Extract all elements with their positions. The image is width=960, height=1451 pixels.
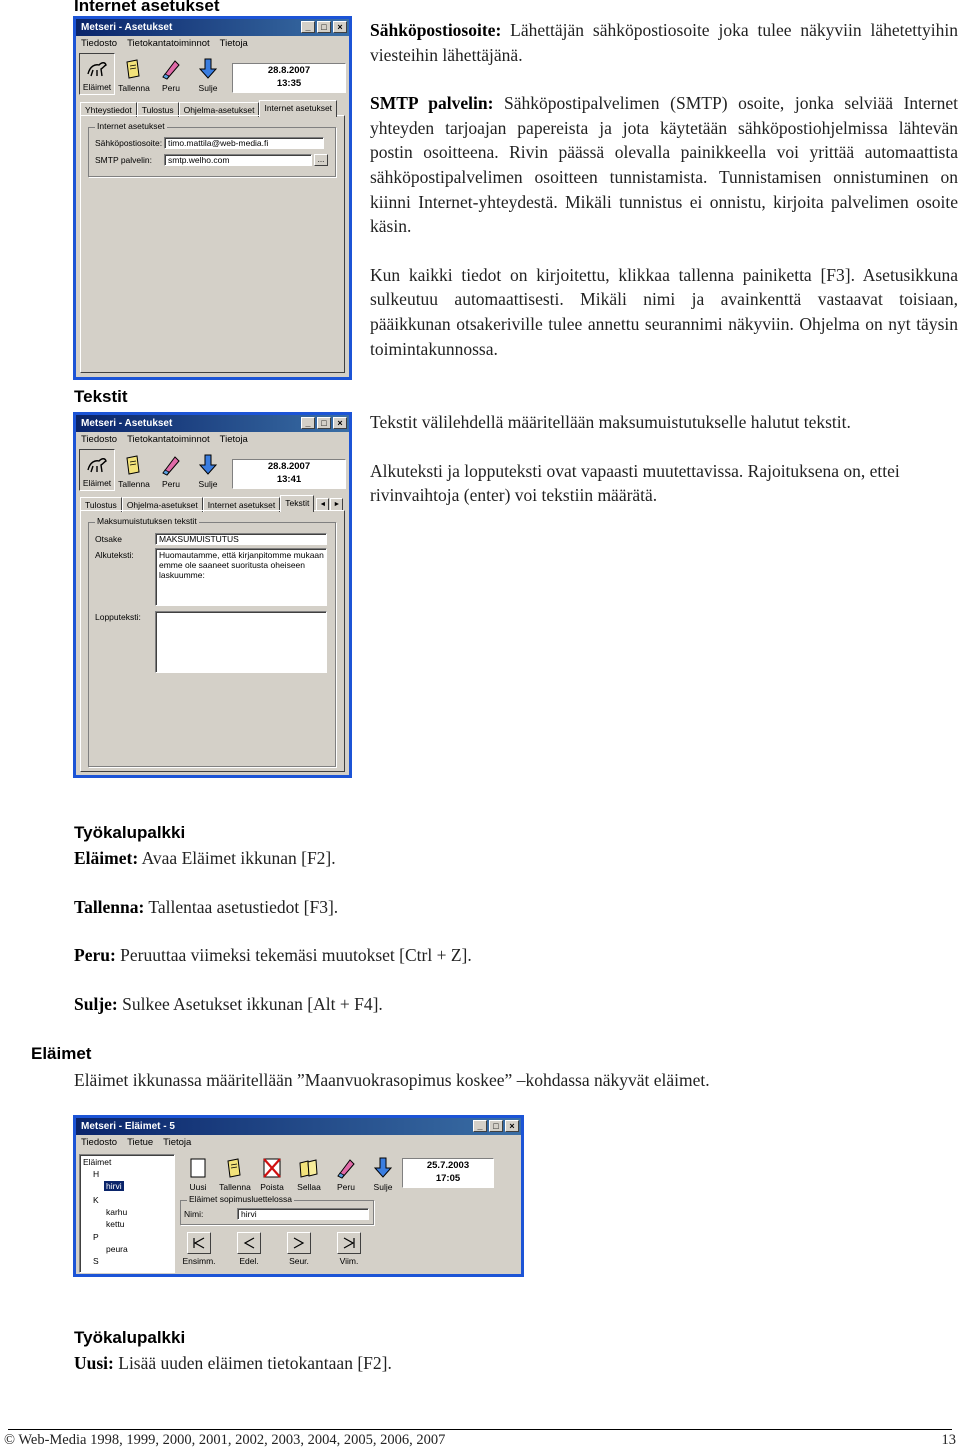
window-title: Metseri - Eläimet - 5 bbox=[81, 1121, 175, 1132]
maximize-button[interactable]: □ bbox=[317, 417, 331, 429]
close-button[interactable]: × bbox=[333, 417, 347, 429]
tool-label: Sulje bbox=[198, 83, 218, 93]
browse-folders-icon bbox=[297, 1156, 321, 1180]
tool-label: Tallenna bbox=[118, 479, 150, 489]
help-peru bbox=[74, 943, 774, 968]
heading-tekstit: Tekstit bbox=[74, 387, 128, 406]
save-folder-icon bbox=[122, 57, 146, 81]
otsake-input[interactable]: MAKSUMUISTUTUS bbox=[155, 533, 327, 545]
heading-elaimet: Eläimet bbox=[31, 1044, 92, 1063]
previous-record-icon bbox=[237, 1232, 261, 1254]
desc: Sulkee Asetukset ikkunan [Alt + F4]. bbox=[117, 993, 383, 1014]
window-title: Metseri - Asetukset bbox=[81, 418, 173, 429]
date-time-display bbox=[402, 1158, 494, 1188]
peru-button[interactable] bbox=[153, 449, 189, 491]
nimi-label: Nimi: bbox=[184, 1209, 204, 1219]
paragraph-save bbox=[370, 263, 958, 361]
tab-internet-asetukset[interactable]: Internet asetukset bbox=[203, 497, 281, 512]
minimize-button[interactable]: _ bbox=[301, 21, 315, 33]
toolbar bbox=[79, 53, 226, 97]
nav-label: Ensimm. bbox=[182, 1256, 216, 1266]
internet-text-block bbox=[370, 18, 958, 361]
tool-label: Tallenna bbox=[118, 83, 150, 93]
menubar bbox=[76, 433, 349, 447]
ensimmainen-button[interactable] bbox=[182, 1232, 216, 1266]
minimize-button[interactable]: _ bbox=[473, 1120, 487, 1132]
window-titlebar bbox=[76, 1118, 521, 1135]
poista-button[interactable] bbox=[254, 1152, 290, 1194]
window-elaimet bbox=[73, 1115, 524, 1277]
tree-node-h[interactable]: H bbox=[93, 1169, 100, 1179]
menu-tietoja[interactable]: Tietoja bbox=[219, 38, 248, 49]
time-text: 13:41 bbox=[276, 474, 302, 485]
peru-button[interactable] bbox=[328, 1152, 364, 1194]
group-title: Maksumuistutuksen tekstit bbox=[97, 516, 197, 526]
toolbar bbox=[180, 1152, 401, 1196]
group-elaimet-sopimus bbox=[180, 1194, 374, 1225]
close-button[interactable]: × bbox=[505, 1120, 519, 1132]
paragraph-smtp bbox=[370, 91, 958, 239]
help-sulje bbox=[74, 992, 774, 1017]
term: Peru: bbox=[74, 945, 116, 966]
menu-tietoja[interactable]: Tietoja bbox=[163, 1137, 192, 1148]
tree-item-peura[interactable]: peura bbox=[106, 1244, 128, 1254]
sulje-button[interactable] bbox=[190, 53, 226, 95]
date-text: 25.7.2003 bbox=[426, 1160, 470, 1171]
menu-tiedosto[interactable]: Tiedosto bbox=[81, 38, 118, 49]
email-input[interactable]: timo.mattila@web-media.fi bbox=[164, 137, 324, 149]
peru-button[interactable] bbox=[153, 53, 189, 95]
tallenna-button[interactable] bbox=[116, 449, 152, 491]
date-time-display bbox=[232, 63, 346, 93]
tab-scroll-right-icon[interactable]: ► bbox=[330, 498, 343, 511]
term-email: Sähköpostiosoite: bbox=[370, 20, 502, 40]
tab-yhteystiedot[interactable]: Yhteystiedot bbox=[80, 102, 137, 117]
exit-arrow-icon bbox=[196, 453, 220, 477]
tab-tulostus[interactable]: Tulostus bbox=[137, 102, 179, 117]
window-asetukset-internet bbox=[73, 16, 352, 380]
toolbar bbox=[79, 449, 226, 493]
menu-tiedosto[interactable]: Tiedosto bbox=[81, 434, 118, 445]
tab-panel bbox=[80, 510, 345, 772]
desc: Lisää uuden eläimen tietokantaan [F2]. bbox=[113, 1353, 392, 1373]
minimize-button[interactable]: _ bbox=[301, 417, 315, 429]
tab-ohjelma-asetukset[interactable]: Ohjelma-asetukset bbox=[122, 497, 203, 512]
animals-icon bbox=[85, 56, 109, 80]
smtp-input[interactable]: smtp.welho.com bbox=[164, 154, 312, 166]
help-tallenna bbox=[74, 895, 774, 920]
menu-tietue[interactable]: Tietue bbox=[127, 1137, 154, 1148]
time-text: 17:05 bbox=[435, 1173, 461, 1184]
sellaa-button[interactable] bbox=[291, 1152, 327, 1194]
footer-copyright: © Web-Media 1998, 1999, 2000, 2001, 2002, 2003, 2004, 2005, 2006, 2007 bbox=[4, 1432, 446, 1448]
footer-divider bbox=[8, 1429, 952, 1430]
elaimet-button[interactable] bbox=[79, 53, 115, 95]
heading-internet-asetukset: Internet asetukset bbox=[74, 0, 220, 15]
tab-panel bbox=[80, 115, 345, 373]
tree-item-hirvi[interactable]: hirvi bbox=[106, 1181, 122, 1191]
paragraph-tekstit-1: Tekstit välilehdellä määritellään maksumuistutukselle halutut tekstit. bbox=[370, 412, 851, 432]
viimeinen-button[interactable] bbox=[332, 1232, 366, 1266]
tab-tulostus[interactable]: Tulostus bbox=[80, 497, 122, 512]
desc: Avaa Eläimet ikkunan [F2]. bbox=[138, 848, 336, 868]
eraser-icon bbox=[159, 453, 183, 477]
window-title: Metseri - Asetukset bbox=[81, 22, 173, 33]
save-folder-icon bbox=[122, 453, 146, 477]
help-uusi bbox=[74, 1351, 774, 1376]
help-elaimet bbox=[74, 846, 774, 871]
exit-arrow-icon bbox=[371, 1156, 395, 1180]
tool-label: Sulje bbox=[373, 1182, 393, 1192]
term: Eläimet: bbox=[74, 848, 139, 868]
tree-item-karhu[interactable]: karhu bbox=[106, 1207, 128, 1217]
save-folder-icon bbox=[223, 1156, 247, 1180]
animals-tree bbox=[79, 1154, 175, 1273]
tallenna-button[interactable] bbox=[116, 53, 152, 95]
sulje-button[interactable] bbox=[365, 1152, 401, 1194]
tekstit-text-block bbox=[370, 410, 958, 508]
tool-label: Peru bbox=[337, 1182, 355, 1192]
email-label: Sähköpostiosoite: bbox=[95, 138, 163, 148]
paragraph-elaimet: Eläimet ikkunassa määritellään ”Maanvuokrasopimus koskee” –kohdassa näkyvät eläimet. bbox=[74, 1070, 710, 1090]
menubar bbox=[76, 37, 349, 51]
tool-label: Tallenna bbox=[219, 1182, 251, 1192]
term: Sulje: bbox=[74, 993, 118, 1014]
lopputeksti-textarea[interactable] bbox=[155, 611, 327, 673]
desc: Tallentaa asetustiedot [F3]. bbox=[144, 896, 339, 917]
tool-label: Eläimet bbox=[82, 478, 112, 488]
group-internet-asetukset bbox=[88, 121, 336, 177]
heading-tyokalupalkki-2: Työkalupalkki bbox=[74, 1328, 186, 1347]
toolbar2-help-list bbox=[74, 1351, 774, 1376]
close-button[interactable]: × bbox=[333, 21, 347, 33]
tool-label: Eläimet bbox=[82, 82, 112, 92]
tool-label: Peru bbox=[162, 83, 180, 93]
exit-arrow-icon bbox=[196, 57, 220, 81]
tab-tekstit[interactable]: Tekstit bbox=[280, 495, 314, 512]
menu-tiedosto[interactable]: Tiedosto bbox=[81, 1137, 118, 1148]
elaimet-button[interactable] bbox=[79, 449, 115, 491]
group-title: Internet asetukset bbox=[97, 121, 165, 131]
first-record-icon bbox=[187, 1232, 211, 1254]
date-text: 28.8.2007 bbox=[267, 461, 311, 472]
alkuteksti-label: Alkuteksti: bbox=[95, 550, 134, 560]
group-maksumuistutus bbox=[88, 516, 336, 767]
tool-label: Peru bbox=[162, 479, 180, 489]
tool-label: Sulje bbox=[198, 479, 218, 489]
paragraph-email bbox=[370, 18, 958, 67]
tool-label: Poista bbox=[260, 1182, 284, 1192]
delete-icon bbox=[260, 1156, 284, 1180]
heading-tyokalupalkki: Työkalupalkki bbox=[74, 823, 186, 842]
tool-label: Sellaa bbox=[297, 1182, 321, 1192]
animals-icon bbox=[85, 452, 109, 476]
footer-page-number: 13 bbox=[941, 1432, 956, 1448]
seuraava-button[interactable] bbox=[282, 1232, 316, 1266]
date-text: 28.8.2007 bbox=[267, 65, 311, 76]
menubar bbox=[76, 1136, 521, 1150]
desc-email: Lähettäjän sähköpostiosoite joka tulee näkyviin lähetettyihin viesteihin lähettäjänä. bbox=[370, 20, 958, 65]
menu-tietokantatoiminnot[interactable]: Tietokantatoiminnot bbox=[127, 434, 210, 445]
nav-label: Edel. bbox=[239, 1256, 259, 1266]
menu-tietoja[interactable]: Tietoja bbox=[219, 434, 248, 445]
tree-root[interactable]: Eläimet bbox=[83, 1157, 112, 1167]
otsake-label: Otsake bbox=[95, 534, 122, 544]
window-titlebar bbox=[76, 415, 349, 432]
next-record-icon bbox=[287, 1232, 311, 1254]
date-time-display bbox=[232, 459, 346, 489]
tool-label: Uusi bbox=[189, 1182, 207, 1192]
edellinen-button[interactable] bbox=[232, 1232, 266, 1266]
paragraph-tekstit-2: Alkuteksti ja lopputeksti ovat vapaasti muutettavissa. Rajoituksena on, ettei rivinvaihtoja (enter) voi tekstiin määrätä. bbox=[370, 460, 900, 506]
maximize-button[interactable]: □ bbox=[317, 21, 331, 33]
tab-internet-asetukset[interactable]: Internet asetukset bbox=[259, 100, 337, 117]
eraser-icon bbox=[159, 57, 183, 81]
detect-smtp-button[interactable]: ... bbox=[314, 154, 328, 166]
tab-ohjelma-asetukset[interactable]: Ohjelma-asetukset bbox=[179, 102, 260, 117]
group-title: Eläimet sopimusluettelossa bbox=[189, 1194, 292, 1204]
tree-node-k[interactable]: K bbox=[93, 1195, 99, 1205]
uusi-button[interactable] bbox=[180, 1152, 216, 1194]
window-titlebar bbox=[76, 19, 349, 36]
desc-smtp: Sähköpostipalvelimen (SMTP) osoite, jonka selviää Internet yhteyden tarjoajan papereista ja jota käytetään sähköpostiohjelmissa lähtevän postin osoitteena. Rivin päässä olevalla painikkeella voi yrittää automaattista sähköpostipalvelimen osoitteen tunnistamista. Tunnistamisen onnistuminen on kiinni Internet-yhteydestä. Mikäli tunnistus ei onnistu, kirjoita palvelimen osoite käsin. bbox=[370, 93, 958, 237]
sulje-button[interactable] bbox=[190, 449, 226, 491]
term-smtp: SMTP palvelin: bbox=[370, 93, 494, 114]
tree-node-s[interactable]: S bbox=[93, 1256, 99, 1266]
desc-save: Kun kaikki tiedot on kirjoitettu, klikkaa tallenna painiketta [F3]. Asetusikkuna sulkeutuu automaattisesti. Mikäli nimi ja avainkenttä vastaavat toisiaan, pääikkunan otsakeriville tulee annettu seurannimi näkyviin. Ohjelma on nyt täysin toimintakunnossa. bbox=[370, 264, 958, 359]
alkuteksti-textarea[interactable]: Huomautamme, että kirjanpitomme mukaan emme ole saaneet suoritusta oheiseen laskuumme: bbox=[155, 548, 327, 606]
tree-item-kettu[interactable]: kettu bbox=[106, 1219, 125, 1229]
window-asetukset-tekstit bbox=[73, 412, 352, 778]
nimi-input[interactable]: hirvi bbox=[237, 1208, 369, 1220]
new-document-icon bbox=[186, 1156, 210, 1180]
term: Tallenna: bbox=[74, 896, 145, 917]
lopputeksti-label: Lopputeksti: bbox=[95, 612, 141, 622]
tree-node-p[interactable]: P bbox=[93, 1232, 99, 1242]
toolbar-help-list bbox=[74, 846, 774, 1016]
menu-tietokantatoiminnot[interactable]: Tietokantatoiminnot bbox=[127, 38, 210, 49]
nav-label: Seur. bbox=[289, 1256, 309, 1266]
maximize-button[interactable]: □ bbox=[489, 1120, 503, 1132]
nav-label: Viim. bbox=[339, 1256, 359, 1266]
tab-scroll-left-icon[interactable]: ◄ bbox=[316, 498, 329, 511]
last-record-icon bbox=[337, 1232, 361, 1254]
time-text: 13:35 bbox=[276, 78, 302, 89]
term: Uusi: bbox=[74, 1353, 114, 1373]
smtp-label: SMTP palvelin: bbox=[95, 155, 153, 165]
desc: Peruuttaa viimeksi tekemäsi muutokset [Ctrl + Z]. bbox=[115, 945, 472, 966]
eraser-icon bbox=[334, 1156, 358, 1180]
tallenna-button[interactable] bbox=[217, 1152, 253, 1194]
